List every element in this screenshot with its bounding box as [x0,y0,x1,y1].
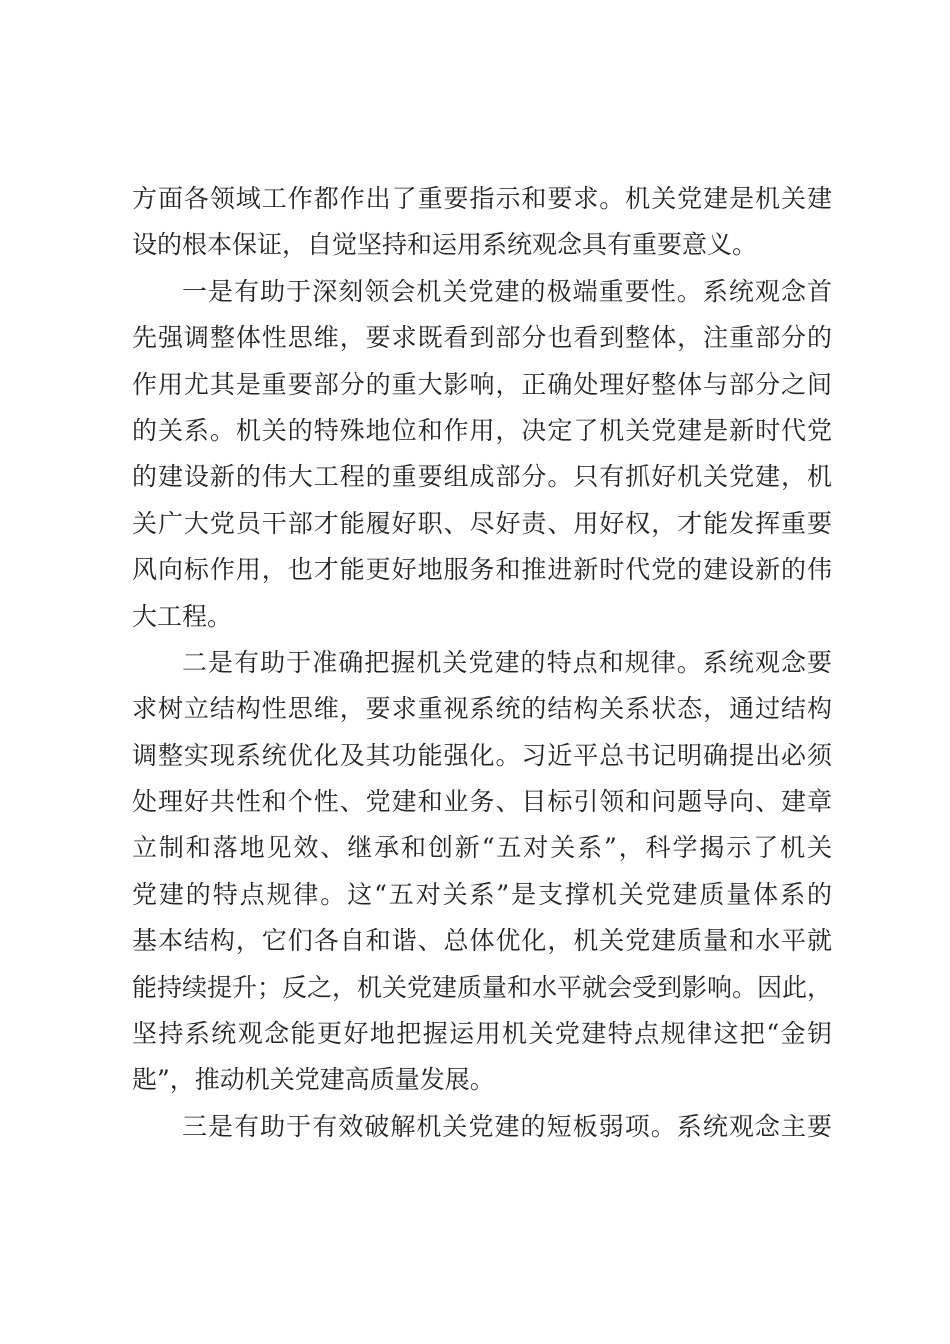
text-line: 一是有助于深刻领会机关党建的极端重要性。系统观念首 [182,276,832,306]
text-line: 坚持系统观念能更好地把握运用机关党建特点规律这把“金钥 [132,1019,832,1049]
text-line: 匙”，推动机关党建高质量发展。 [132,1065,495,1095]
text-line: 求树立结构性思维，要求重视系统的结构关系状态，通过结构 [132,694,832,724]
text-line: 党建的特点规律。这“五对关系”是支撑机关党建质量体系的 [132,879,832,909]
text-line: 设的根本保证，自觉坚持和运用系统观念具有重要意义。 [132,230,758,260]
text-line: 调整实现系统优化及其功能强化。习近平总书记明确提出必须 [132,740,832,770]
text-line: 三是有助于有效破解机关党建的短板弱项。系统观念主要 [182,1111,832,1141]
text-line: 大工程。 [132,601,233,631]
text-line: 的建设新的伟大工程的重要组成部分。只有抓好机关党建，机 [132,462,832,492]
document-body [132,176,832,1150]
text-line: 立制和落地见效、继承和创新“五对关系”，科学揭示了机关 [132,833,832,863]
text-line: 方面各领域工作都作出了重要指示和要求。机关党建是机关建 [132,184,832,213]
text-line: 作用尤其是重要部分的重大影响，正确处理好整体与部分之间 [132,369,832,399]
text-line: 风向标作用，也才能更好地服务和推进新时代党的建设新的伟 [132,555,832,585]
text-line: 的关系。机关的特殊地位和作用，决定了机关党建是新时代党 [132,415,832,445]
text-line: 能持续提升；反之，机关党建质量和水平就会受到影响。因此， [132,972,833,1002]
text-line: 处理好共性和个性、党建和业务、目标引领和问题导向、建章 [132,787,832,817]
text-line: 先强调整体性思维，要求既看到部分也看到整体，注重部分的 [132,323,832,353]
text-line: 基本结构，它们各自和谐、总体优化，机关党建质量和水平就 [132,926,832,956]
text-line: 二是有助于准确把握机关党建的特点和规律。系统观念要 [182,647,832,677]
text-line: 关广大党员干部才能履好职、尽好责、用好权，才能发挥重要 [132,508,832,538]
